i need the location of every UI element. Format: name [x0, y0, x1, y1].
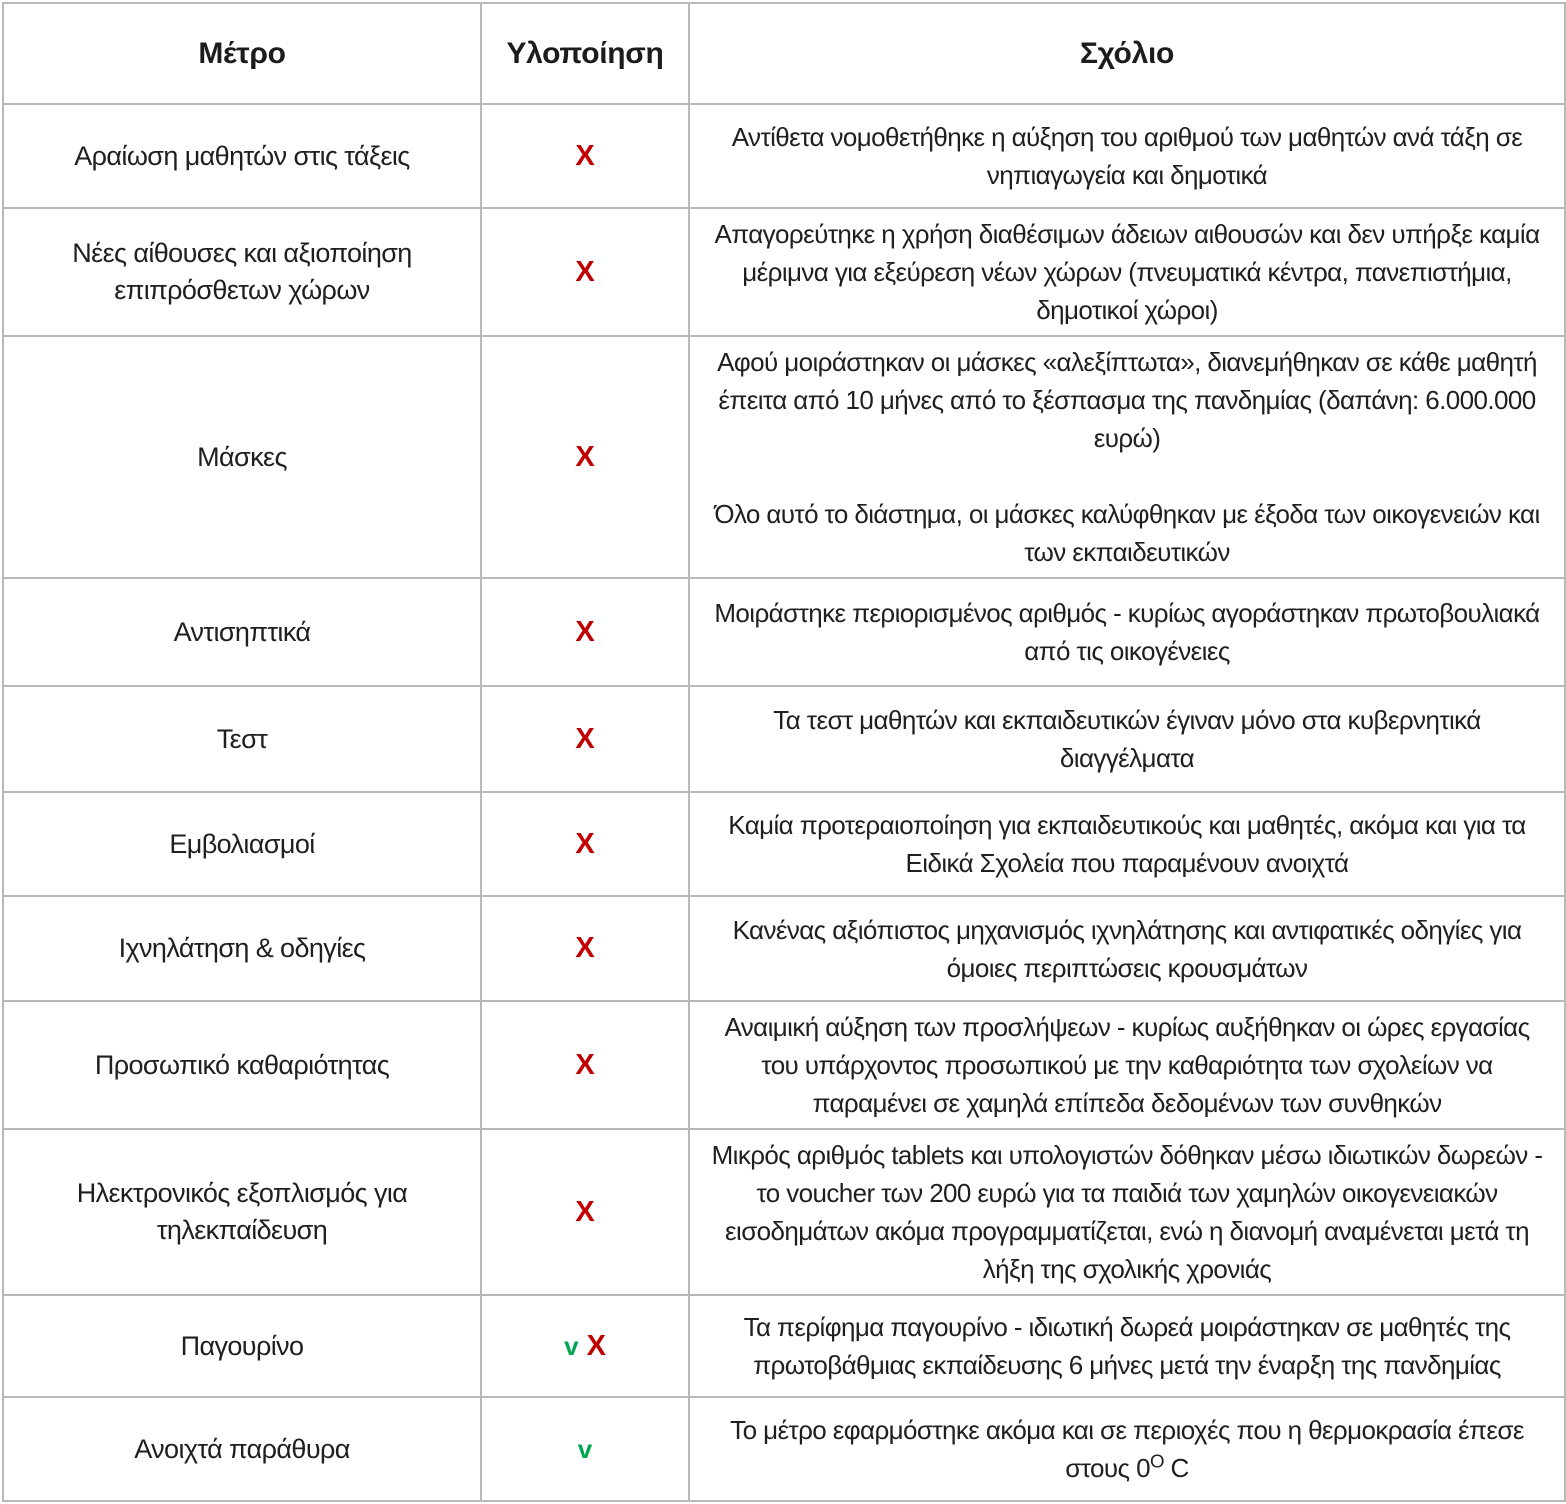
comment-cell [689, 1001, 1565, 1129]
status-cell [481, 1001, 689, 1129]
comment-paragraph: Καμία προτεραιοποίηση για εκπαιδευτικούς και μαθητές, ακόμα και για τα Ειδικά Σχολεία που παραμένουν ανοιχτά [728, 810, 1526, 878]
measure-cell: Ηλεκτρονικός εξοπλισμός για τηλεκπαίδευση [3, 1129, 481, 1295]
comment-paragraph: Αναιμική αύξηση των προσλήψεων - κυρίως αυξήθηκαν οι ώρες εργασίας του υπάρχοντος προσωπικού με την καθαριότητα των σχολείων να παραμένει σε χαμηλά επίπεδα δεδομένων των συνθηκών [724, 1012, 1530, 1118]
comment-paragraph: Αντίθετα νομοθετήθηκε η αύξηση του αριθμού των μαθητών ανά τάξη σε νηπιαγωγεία και δημοτικά [731, 122, 1523, 190]
fail-mark: X [586, 1329, 606, 1362]
measure-cell: Αραίωση μαθητών στις τάξεις [3, 104, 481, 208]
comment-paragraph: Τα περίφημα παγουρίνο - ιδιωτική δωρεά μοιράστηκαν σε μαθητές της πρωτοβάθμιας εκπαίδευσης 6 μήνες μετά την έναρξη της πανδημίας [743, 1312, 1511, 1380]
table-row [3, 578, 1565, 686]
pass-mark: v [564, 1330, 579, 1361]
status-cell [481, 1129, 689, 1295]
measure-cell: Ανοιχτά παράθυρα [3, 1397, 481, 1501]
table-row [3, 896, 1565, 1001]
comment-cell [689, 896, 1565, 1001]
measure-cell: Νέες αίθουσες και αξιοποίηση επιπρόσθετων χώρων [3, 208, 481, 336]
status-cell [481, 336, 689, 578]
comment-cell [689, 208, 1565, 336]
table-row [3, 686, 1565, 792]
col-header-implementation: Υλοποίηση [481, 3, 689, 104]
comment-paragraph: Τα τεστ μαθητών και εκπαιδευτικών έγιναν μόνο στα κυβερνητικά διαγγέλματα [773, 705, 1481, 773]
comment-paragraph: Μοιράστηκε περιορισμένος αριθμός - κυρίως αγοράστηκαν πρωτοβουλιακά από τις οικογένειες [714, 598, 1540, 666]
table-row [3, 792, 1565, 896]
comment-paragraph: Το μέτρο εφαρμόστηκε ακόμα και σε περιοχές που η θερμοκρασία έπεσε στους $0^O$ C [730, 1415, 1524, 1483]
fail-mark: X [575, 827, 595, 860]
status-cell [481, 896, 689, 1001]
comment-paragraph: Κανένας αξιόπιστος μηχανισμός ιχνηλάτησης και αντιφατικές οδηγίες για όμοιες περιπτώσεις κρουσμάτων [732, 914, 1522, 983]
table-row [3, 336, 1565, 578]
comment-cell [689, 336, 1565, 578]
measure-cell: Προσωπικό καθαριότητας [3, 1001, 481, 1129]
comment-paragraph: Αφού μοιράστηκαν οι μάσκες «αλεξίπτωτα», διανεμήθηκαν σε κάθε μαθητή έπειτα από 10 μήνες από το ξέσπασμα της πανδημίας (δαπάνη: 6.000.000 ευρώ) [717, 347, 1537, 453]
measure-cell: Ιχνηλάτηση & οδηγίες [3, 896, 481, 1001]
comment-paragraph: Όλο αυτό το διάστημα, οι μάσκες καλύφθηκαν με έξοδα των οικογενειών και των εκπαιδευτικών [714, 499, 1540, 567]
measure-cell: Παγουρίνο [3, 1295, 481, 1397]
measure-cell: Τεστ [3, 686, 481, 792]
comment-paragraph: Μικρός αριθμός tablets και υπολογιστών δόθηκαν μέσω ιδιωτικών δωρεών - το voucher των 200 ευρώ για τα παιδιά των χαμηλών οικογενειακών εισοδημάτων ακόμα προγραμματίζεται, ενώ η διανομή αναμένεται μετά τη λήξη της σχολικής χρονιάς [711, 1140, 1543, 1284]
fail-mark: X [575, 722, 595, 755]
fail-mark: X [575, 615, 595, 648]
table-row [3, 208, 1565, 336]
fail-mark: X [575, 440, 595, 473]
status-cell [481, 104, 689, 208]
status-cell [481, 208, 689, 336]
table-row [3, 1295, 1565, 1397]
comment-cell [689, 578, 1565, 686]
table-body [3, 104, 1565, 1501]
status-cell [481, 578, 689, 686]
fail-mark: X [575, 1195, 595, 1228]
pass-mark: v [577, 1434, 593, 1464]
measure-cell: Αντισηπτικά [3, 578, 481, 686]
measure-cell: Μάσκες [3, 336, 481, 578]
table-row [3, 1397, 1565, 1501]
table-row [3, 1001, 1565, 1129]
measures-table [2, 2, 1566, 1502]
comment-cell [689, 1129, 1565, 1295]
col-header-measure: Μέτρο [3, 3, 481, 104]
comment-cell [689, 792, 1565, 896]
table-row [3, 104, 1565, 208]
fail-mark: X [575, 139, 595, 172]
comment-cell [689, 686, 1565, 792]
fail-mark: X [575, 1048, 595, 1081]
status-cell [481, 792, 689, 896]
fail-mark: X [575, 255, 595, 288]
status-cell [481, 1397, 689, 1501]
table-row [3, 1129, 1565, 1295]
table-header [3, 3, 1565, 104]
status-cell [481, 1295, 689, 1397]
comment-cell [689, 104, 1565, 208]
header-row [3, 3, 1565, 104]
measure-cell: Εμβολιασμοί [3, 792, 481, 896]
col-header-comment: Σχόλιο [689, 3, 1565, 104]
comment-paragraph: Απαγορεύτηκε η χρήση διαθέσιμων άδειων αιθουσών και δεν υπήρξε καμία μέριμνα για εξεύρεση νέων χώρων (πνευματικά κέντρα, πανεπιστήμια, δημοτικοί χώροι) [714, 219, 1540, 325]
status-cell [481, 686, 689, 792]
fail-mark: X [575, 932, 595, 964]
comment-cell [689, 1295, 1565, 1397]
comment-cell [689, 1397, 1565, 1501]
